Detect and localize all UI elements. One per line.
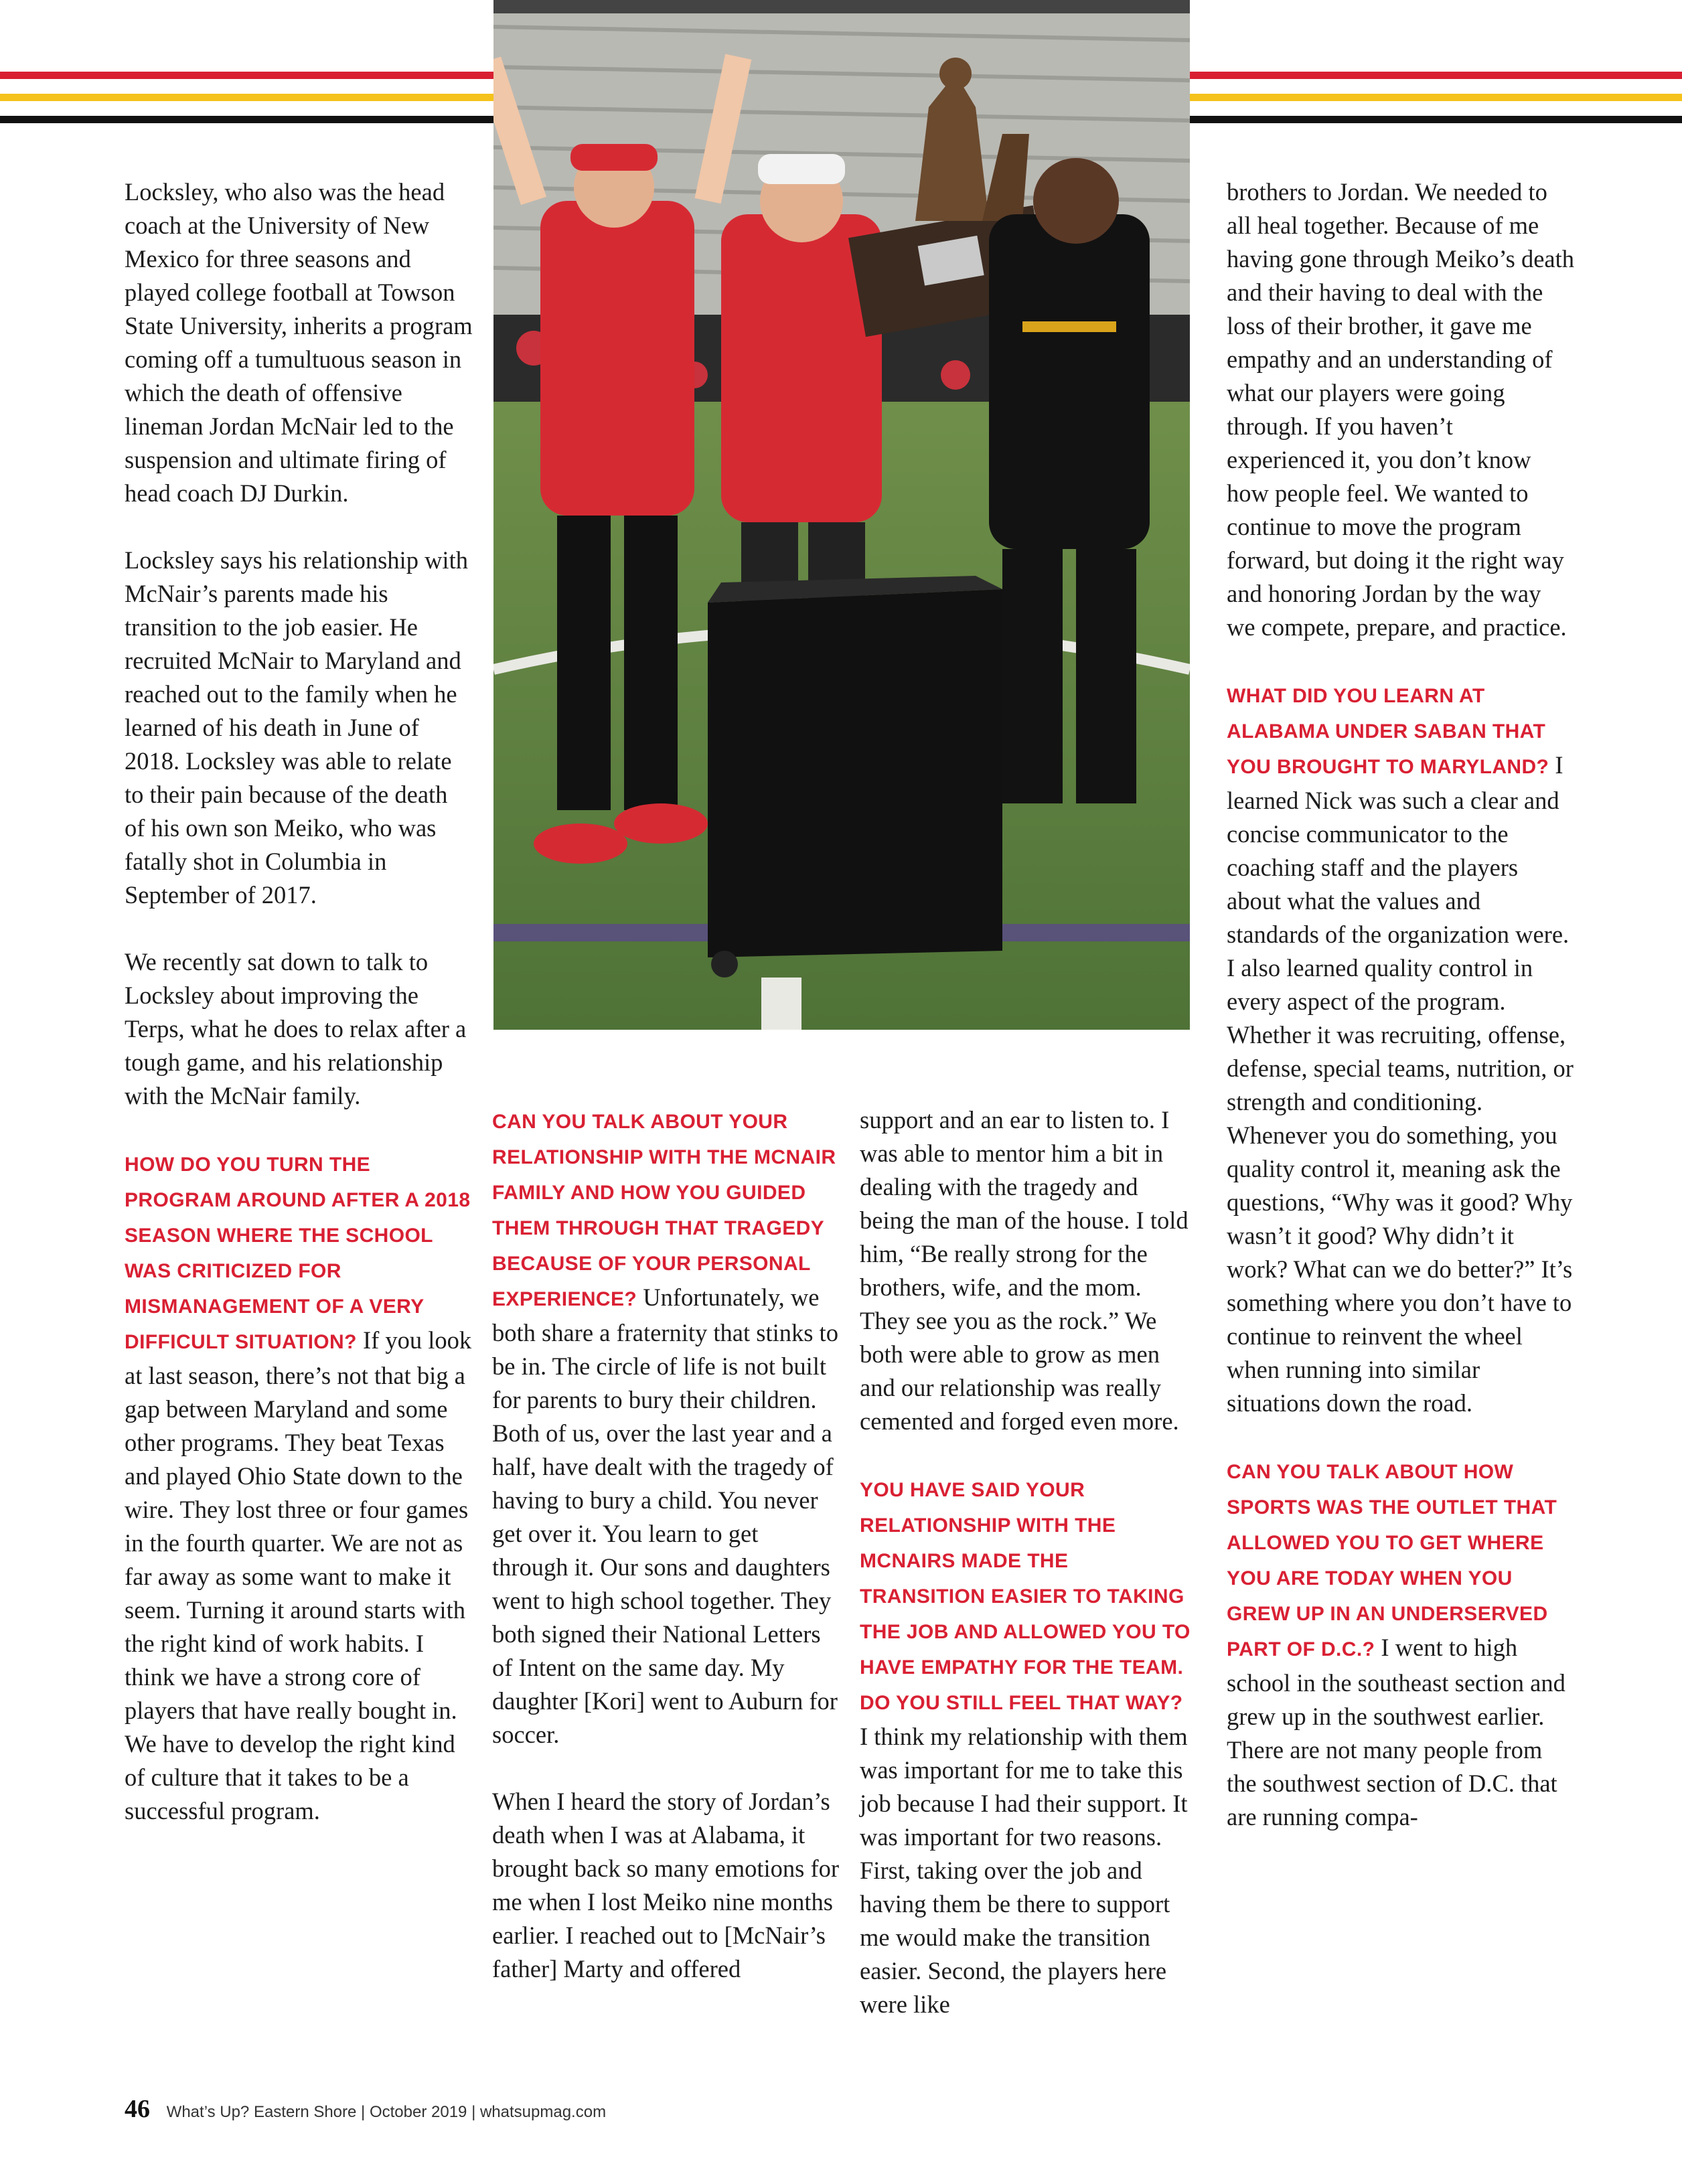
stripe-red-left xyxy=(0,72,493,79)
paragraph-brothers: brothers to Jordan. We needed to all heal together. Because of me having gone through Meiko’s death and their having to deal with the loss of their brother, it gave me empathy and an understanding of what our players were going through. If you haven’t experienced it, you don’t know how people feel. We wanted to continue to move the program forward, but doing it the right way and honoring Jordan by the way we compete, prepare, and practice. xyxy=(1227,178,1575,641)
paragraph-sat-down: We recently sat down to talk to Locksley about improving the Terps, what he does to relax after a tough game, and his relationship with the McNair family. xyxy=(125,948,467,1109)
question-transition: YOU HAVE SAID YOUR RELATIONSHIP WITH THE MCNAIRS MADE THE TRANSITION EASIER TO TAKING THE JOB AND ALLOWED YOU TO HAVE EMPATHY FOR THE TEAM. DO YOU STILL FEEL THAT WAY? xyxy=(860,1479,1191,1714)
covered-table xyxy=(708,576,1002,978)
trophy-photo xyxy=(493,0,1190,1030)
qa-transition xyxy=(860,1472,1195,2021)
answer-turnaround: If you look at last season, there’s not that big a gap between Maryland and some other programs. They beat Texas and played Ohio State down to the wire. They lost three or four games in the fourth quarter. We are not as far away as some want to make it seem. Turning it around starts with the right kind of work habits. I think we have a strong core of players that have really bought in. We have to develop the right kind of culture that it takes to be a successful program. xyxy=(125,1326,472,1824)
paragraph-jordans-death: When I heard the story of Jordan’s death when I was at Alabama, it brought back so many emotions for me when I lost Meiko nine months earlier. I reached out to [McNair’s father] Marty and offered xyxy=(492,1788,840,1982)
publication-name: What’s Up? Eastern Shore xyxy=(166,2103,357,2121)
page-footer xyxy=(125,2094,606,2124)
text-column-2 xyxy=(492,1103,840,1986)
page-number: 46 xyxy=(125,2095,150,2123)
paragraph-intro: Locksley, who also was the head coach at the University of New Mexico for three seasons and played college football at Towson State University, inherits a program coming off a tumultuous season in which the death of offensive lineman Jordan McNair led to the suspension and ultimate firing of head coach DJ Durkin. xyxy=(125,178,473,507)
paragraph-mentor: support and an ear to listen to. I was able to mentor him a bit in dealing with the tragedy and being the man of the house. I told him, “Be really strong for the brothers, wife, and the mom. They see you as the rock.” We both were able to grow as men and our relationship was really cemented and forged even more. xyxy=(860,1106,1189,1435)
qa-mcnair-family xyxy=(492,1103,840,1751)
question-turnaround: HOW DO YOU TURN THE PROGRAM AROUND AFTER A 2018 SEASON WHERE THE SCHOOL WAS CRITICIZED FOR MISMANAGEMENT OF A VERY DIFFICULT SITUATION? xyxy=(125,1154,471,1353)
stripe-red-right xyxy=(1190,72,1682,79)
stripe-gold-right xyxy=(1190,94,1682,101)
answer-mcnair-family: Unfortunately, we both share a fraternity that stinks to be in. The circle of life is not built for parents to bury their children. Both of us, over the last year and a half, have dealt with the tragedy of having to bury a child. You never get over it. You learn to get through it. Our sons and daughters went to high school together. They both signed their National Letters of Intent on the same day. My daughter [Kori] went to Auburn for soccer. xyxy=(492,1283,838,1748)
qa-saban xyxy=(1227,678,1575,1420)
footer-separator: | xyxy=(361,2103,366,2121)
question-sports-outlet: CAN YOU TALK ABOUT HOW SPORTS WAS THE OUTLET THAT ALLOWED YOU TO GET WHERE YOU ARE TODAY WHEN YOU GREW UP IN AN UNDERSERVED PART OF D.C.? xyxy=(1227,1461,1557,1660)
stripe-black-left xyxy=(0,116,493,123)
footer-separator: | xyxy=(471,2103,476,2121)
text-column-4 xyxy=(1227,175,1575,1834)
trophy-photo-illustration xyxy=(493,0,1190,1030)
qa-sports-outlet xyxy=(1227,1454,1575,1834)
qa-turnaround xyxy=(125,1146,473,1828)
text-column-1 xyxy=(125,175,473,1828)
answer-sports-outlet: I went to high school in the southeast section and grew up in the southwest earlier. There are not many people from the southwest section of D.C. that are running compa- xyxy=(1227,1634,1565,1830)
stripe-gold-left xyxy=(0,94,493,101)
answer-transition: I think my relationship with them was important for me to take this job because I had their support. It was important for two reasons. First, taking over the job and having them be there to support me would make the transition easier. Second, the players here were like xyxy=(860,1723,1188,2018)
question-mcnair-family: CAN YOU TALK ABOUT YOUR RELATIONSHIP WITH THE MCNAIR FAMILY AND HOW YOU GUIDED THEM THROUGH THAT TRAGEDY BECAUSE OF YOUR PERSONAL EXPERIENCE? xyxy=(492,1111,836,1310)
stripe-black-right xyxy=(1190,116,1682,123)
answer-saban: I learned Nick was such a clear and concise communicator to the coaching staff and the players about what the values and standards of the organization were. I also learned quality control in every aspect of the program. Whether it was recruiting, offense, defense, special teams, nutrition, or strength and conditioning. Whenever you do something, you quality control it, meaning ask the questions, “Why was it good? Why wasn’t it good? Why didn’t it work? What can we do better?” It’s something where you don’t have to continue to reinvent the wheel when running into similar situations down the road. xyxy=(1227,751,1574,1417)
website-link[interactable]: whatsupmag.com xyxy=(479,2103,607,2121)
paragraph-relationship: Locksley says his relationship with McNair’s parents made his transition to the job easier. He recruited McNair to Maryland and reached out to the family when he learned of his death in June of 2018. Locksley was able to relate to their pain because of the death of his own son Meiko, who was fatally shot in Columbia in September of 2017. xyxy=(125,546,468,909)
text-column-3 xyxy=(860,1103,1195,2021)
issue-date: October 2019 xyxy=(369,2103,467,2121)
question-saban: WHAT DID YOU LEARN AT ALABAMA UNDER SABAN THAT YOU BROUGHT TO MARYLAND? xyxy=(1227,685,1549,778)
